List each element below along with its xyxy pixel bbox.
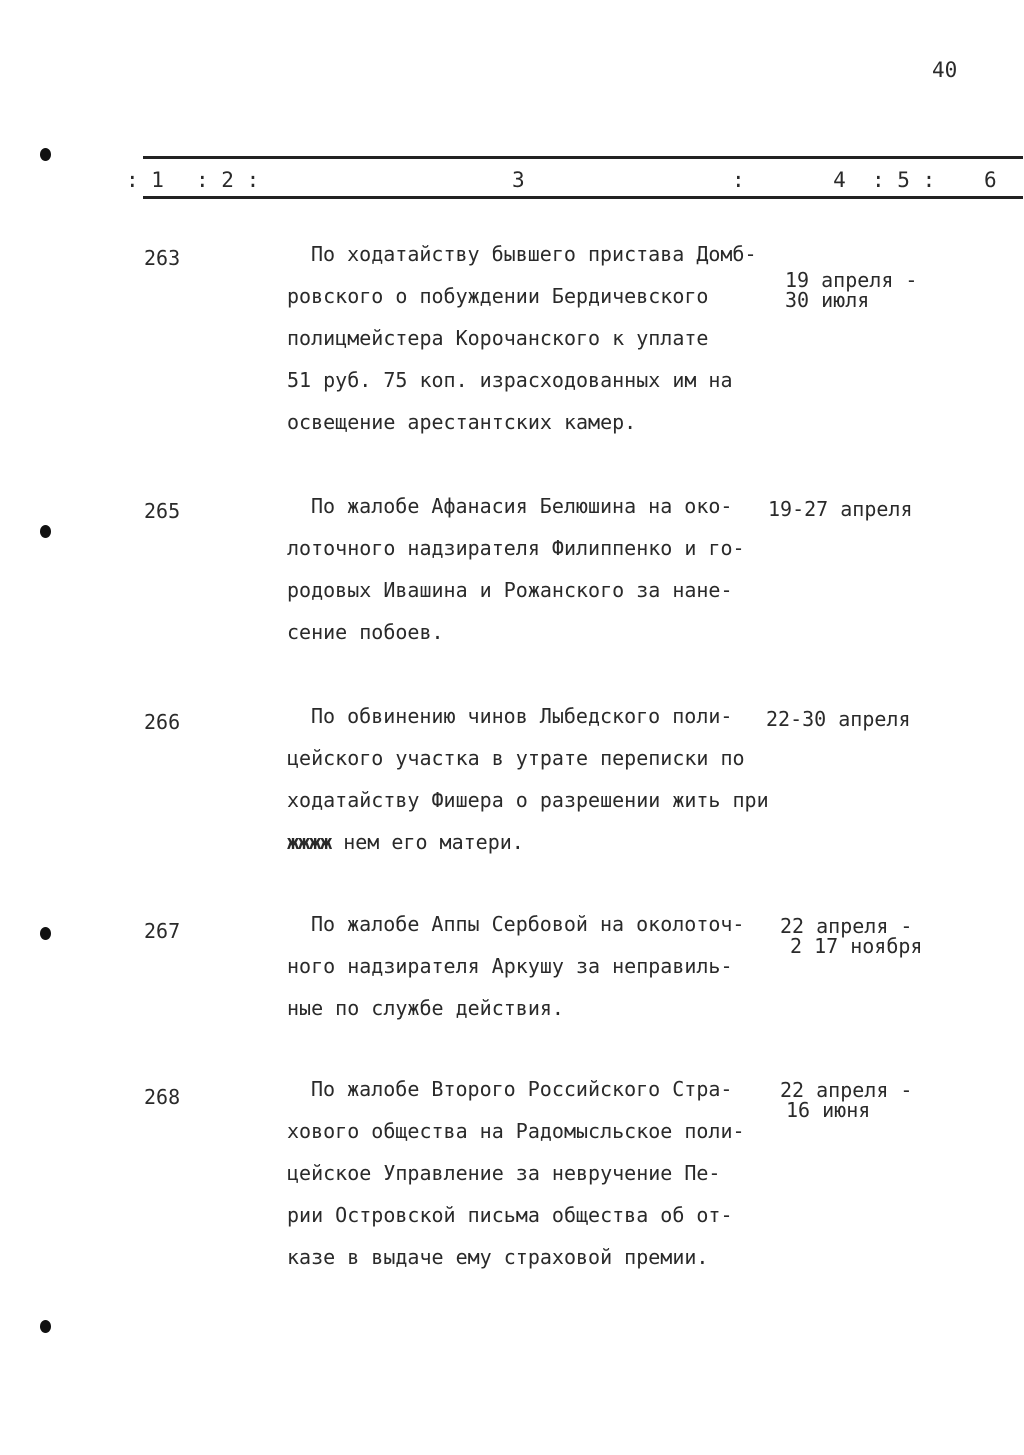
entry-text-line: ные по службе действия. (287, 996, 564, 1020)
entry-date (768, 499, 913, 519)
entry-date-line: 22 апреля - (780, 1078, 913, 1102)
entry-text-line: родовых Ивашина и Рожанского за нане- (287, 578, 733, 602)
entry-text-line: цейского участка в утрате переписки по (287, 746, 745, 770)
entry-description (287, 695, 767, 863)
entry-date (766, 709, 911, 729)
entry-description (287, 485, 767, 653)
entry-number: 267 (144, 919, 181, 943)
entry-date-line: 16 июня (786, 1098, 871, 1122)
punch-mark (40, 1320, 51, 1333)
punch-mark (40, 525, 51, 538)
entry-date (780, 916, 922, 956)
entry-number: 268 (144, 1085, 181, 1109)
entry-text-line: По жалобе Второго Российского Стра- (311, 1077, 733, 1101)
entry-text-line: лоточного надзирателя Филиппенко и го- (287, 536, 745, 560)
column-header-1: : 1 (126, 168, 164, 192)
entry-text-line-struck (287, 821, 767, 863)
entry-text-line: сение побоев. (287, 620, 444, 644)
entry-date-line: 22 апреля - (780, 914, 913, 938)
punch-mark (40, 927, 51, 940)
entry-text-line: освещение арестантских камер. (287, 410, 637, 434)
entry-text-line: рии Островской письма общества об от- (287, 1203, 733, 1227)
entry-text-line: ного надзирателя Аркушу за неправиль- (287, 954, 733, 978)
entry-text-fragment: нем его матери. (343, 830, 524, 854)
entry-date-line: 19 апреля - (785, 268, 918, 292)
entry-date-line: 30 июля (785, 288, 870, 312)
page-number: 40 (932, 58, 958, 82)
entry-text-line: 51 руб. 75 коп. израсходованных им на (287, 368, 733, 392)
entry-number: 263 (144, 246, 181, 270)
header-rule-bottom (143, 196, 1023, 199)
column-header-3: 3 (512, 168, 525, 192)
entry-number: 265 (144, 499, 181, 523)
entry-text-line: По жалобе Афанасия Белюшина на око- (311, 494, 733, 518)
struck-text: жжжж (287, 830, 332, 854)
header-rule-top (143, 156, 1023, 159)
entry-text-line: казе в выдаче ему страховой премии. (287, 1245, 709, 1269)
entry-date (780, 1080, 912, 1120)
entry-description (287, 903, 767, 1029)
entry-date (785, 270, 917, 310)
column-header-4: : 4 (732, 168, 846, 192)
entry-text-line: ровского о побуждении Бердичевского (287, 284, 709, 308)
entry-text-line: ходатайству Фишера о разрешении жить при (287, 788, 769, 812)
entry-text-line: цейское Управление за невручение Пе- (287, 1161, 721, 1185)
punch-mark (40, 148, 51, 161)
entry-date-line: 2 17 ноября (790, 934, 923, 958)
entry-description (287, 233, 767, 443)
entry-date-line: 22-30 апреля (766, 707, 911, 731)
column-header-row (126, 168, 1006, 196)
column-header-2: : 2 : (196, 168, 260, 192)
entry-text-line: По ходатайству бывшего пристава Домб- (311, 242, 757, 266)
entry-description (287, 1068, 767, 1278)
column-header-6: 6 (984, 168, 997, 192)
entry-text-line: По жалобе Аппы Сербовой на околоточ- (311, 912, 745, 936)
entry-text-line: По обвинению чинов Лыбедского поли- (311, 704, 733, 728)
entry-text-line: полицмейстера Корочанского к уплате (287, 326, 709, 350)
entry-date-line: 19-27 апреля (768, 497, 913, 521)
entry-text-line: хового общества на Радомысльское поли- (287, 1119, 745, 1143)
entry-number: 266 (144, 710, 181, 734)
column-header-5: : 5 : (872, 168, 936, 192)
